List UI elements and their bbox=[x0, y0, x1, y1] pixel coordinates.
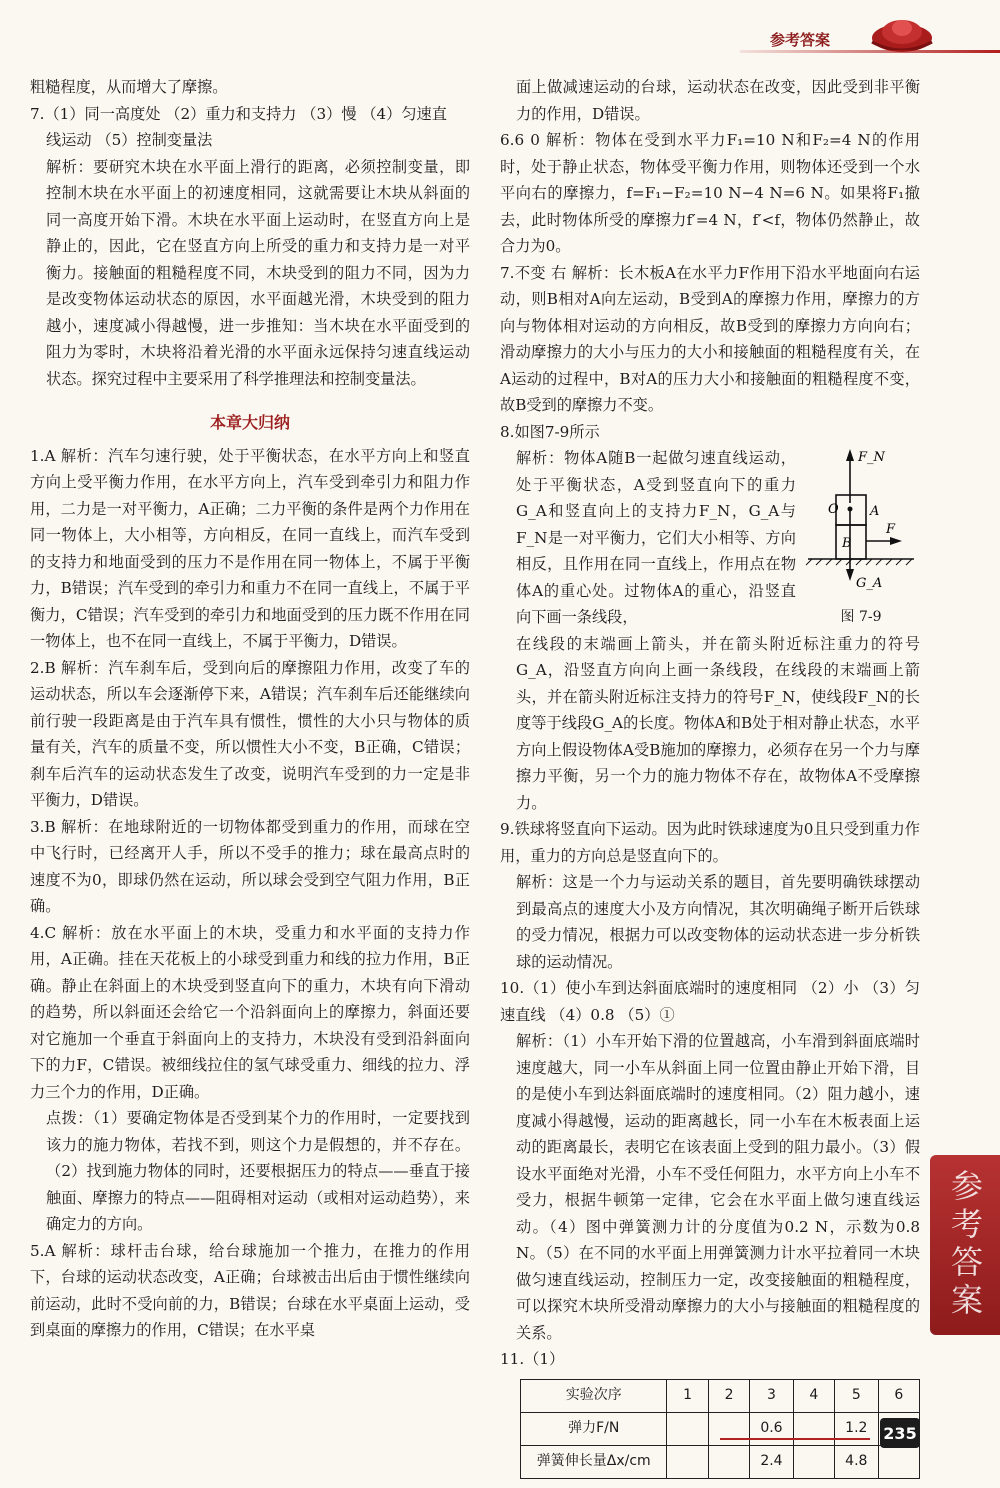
page-number: 235 bbox=[880, 1418, 920, 1448]
figure-caption: 图 7-9 bbox=[840, 608, 882, 625]
answer-7-part-b: 线运动 （5）控制变量法 bbox=[46, 131, 213, 149]
section-title: 本章大归纳 bbox=[209, 413, 290, 432]
answer-10: 10.（1）使小车到达斜面底端时的速度相同 （2）小 （3）匀速直线 （4）0.8 （5）① bbox=[500, 979, 920, 1024]
answer-8-figure-block bbox=[500, 445, 920, 631]
footer-rule bbox=[720, 1438, 870, 1440]
table-cell: 5 bbox=[835, 1379, 878, 1412]
fig-label-ga: G_A bbox=[856, 576, 883, 591]
answer-5: 5.A 解析：球杆击台球，给台球施加一个推力，在推力的作用下，台球的运动状态改变，A正确；台球被击出后由于惯性继续向前运动，此时不受向前的力，B错误；台球在水平桌面上运动，受到桌面的摩擦力的作用，C错误；在水平桌 bbox=[30, 1241, 470, 1339]
table-cell: 弹簧伸长量Δx/cm bbox=[521, 1445, 667, 1478]
answer-2: 2.B 解析：汽车刹车后，受到向后的摩擦阻力作用，改变了车的运动状态，所以车会逐渐停下来，A错误；汽车刹车后还能继续向前行驶一段距离是由于汽车具有惯性，惯性的大小只与物体的质量有关，汽车的质量不变，所以惯性大小不变，B正确，C错误；刹车后汽车的运动状态发生了改变，说明汽车受到的力一定是非平衡力，D错误。 bbox=[30, 658, 470, 809]
answer-4: 4.C 解析：放在水平面上的木块，受重力和水平面的支持力作用，A正确。挂在天花板上的小球受到重力和线的拉力作用，B正确。静止在斜面上的木块受到竖直向下的重力，木块有向下滑动的趋势，所以斜面还会给它一个沿斜面向上的摩擦力，斜面还要对它施加一个垂直于斜面向上的支持力，木块没有受到沿斜面向下的力F，C错误。被细线拉住的氢气球受重力、细线的拉力、浮力三个力的作用，D正确。 bbox=[30, 923, 470, 1101]
answer-1: 1.A 解析：汽车匀速行驶，处于平衡状态，在水平方向上和竖直方向上受平衡力作用，在水平方向上，汽车受到牵引力和阻力作用，二力是一对平衡力，A正确；二力平衡的条件是两个力作用在同一物体上，大小相等，方向相反，在同一直线上，而汽车受到的支持力和地面受到的压力不是作用在同一物体上，不属于平衡力，B错误；汽车受到的牵引力和重力不在同一直线上，不属于平衡力，C错误；汽车受到的牵引力和地面受到的压力既不作用在同一物体上，也不在同一直线上，不属于平衡力，D错误。 bbox=[30, 446, 470, 650]
table-cell bbox=[667, 1445, 708, 1478]
answer-5-continued: 面上做减速运动的台球，运动状态在改变，因此受到非平衡力的作用，D错误。 bbox=[516, 78, 920, 123]
answer-10-analysis: 解析：（1）小车开始下滑的位置越高，小车滑到斜面底端时速度越大，同一小车从斜面上同一位置由静止开始下滑，目的是使小车到达斜面底端时的速度相同。（2）阻力越小，速度减小得越慢，运动的距离越长，同一小车在木板表面上运动的距离最长，表明它在该表面上受到的阻力最小。（3）假设水平面绝对光滑，小车不受任何阻力，水平方向上小车不受力，根据牛顿第一定律，它会在水平面上做匀速直线运动。（4）图中弹簧测力计的分度值为0.2 N，示数为0.8 N。（5）在不同的水平面上用弹簧测力计水平拉着同一木块做匀速直线运动，控制压力一定，改变接触面的粗糙程度，可以探究木块所受滑动摩擦力的大小与接触面的粗糙程度的关系。 bbox=[516, 1032, 920, 1342]
table-row bbox=[521, 1379, 920, 1412]
experiment-table bbox=[520, 1379, 920, 1479]
answer-8-analysis-a: 解析：物体A随B一起做匀速直线运动，处于平衡状态，A受到竖直向下的重力G_A和竖直向上的支持力F_N，G_A与F_N是一对平衡力，它们大小相等、方向相反，且作用在同一直线上，作用点在物体A的重心处。过物体A的重心，沿竖直向下画一条线段， bbox=[516, 449, 796, 626]
flower-emblem-icon bbox=[862, 8, 942, 56]
answer-4-tip: 点拨：（1）要确定物体是否受到某个力的作用时，一定要找到该力的施力物体，若找不到，则这个力是假想的，并不存在。（2）找到施力物体的同时，还要根据压力的特点——垂直于接触面、摩擦力的特点——阻碍相对运动（或相对运动趋势），来确定力的方向。 bbox=[46, 1109, 470, 1233]
force-diagram bbox=[802, 445, 920, 595]
table-cell: 实验次序 bbox=[521, 1379, 667, 1412]
table-cell: 2.4 bbox=[750, 1445, 793, 1478]
left-line-1: 粗糙程度，从而增大了摩擦。 bbox=[30, 78, 228, 96]
answer-9-analysis: 解析：这是一个力与运动关系的题目，首先要明确铁球摆动到最高点的速度大小及方向情况，其次明确绳子断开后铁球的受力情况，根据力可以改变物体的运动状态进一步分析铁球的运动情况。 bbox=[516, 873, 920, 971]
left-column bbox=[30, 74, 470, 1344]
table-cell bbox=[667, 1412, 708, 1445]
fig-label-f: F bbox=[886, 522, 896, 537]
header-rule bbox=[740, 50, 1000, 53]
table-cell: 3 bbox=[750, 1379, 793, 1412]
table-cell: 1 bbox=[667, 1379, 708, 1412]
table-cell: 4 bbox=[793, 1379, 834, 1412]
answer-3: 3.B 解析：在地球附近的一切物体都受到重力的作用，而球在空中飞行时，已经离开人手，所以不受手的推力；球在最高点时的速度不为0，即球仍然在运动，所以球会受到空气阻力作用，B正确。 bbox=[30, 817, 470, 915]
table-cell: 1.2 bbox=[835, 1412, 878, 1445]
side-tab bbox=[930, 1155, 1000, 1335]
answer-7-analysis: 解析：要研究木块在水平面上滑行的距离，必须控制变量，即控制木块在水平面上的初速度相同，这就需要让木块从斜面的同一高度开始下滑。木块在水平面上运动时，在竖直方向上是静止的，因此，它在竖直方向上所受的重力和支持力是一对平衡力。接触面的粗糙程度不同，木块受到的阻力不同，因为力是改变物体运动状态的原因，水平面越光滑，木块受到的阻力越小，速度减小得越慢，进一步推知：当木块在水平面受到的阻力为零时，木块将沿着光滑的水平面永远保持匀速直线运动状态。探究过程中主要采用了科学推理法和控制变量法。 bbox=[46, 157, 470, 388]
right-column bbox=[500, 74, 920, 1479]
fig-label-b: B bbox=[842, 536, 852, 551]
answer-6: 6.6 0 解析：物体在受到水平力F₁=10 N和F₂=4 N的作用时，处于静止状态，物体受平衡力作用，则物体还受到一个水平向右的摩擦力，f=F₁−F₂=10 N−4 N=6 N。如果将F₁撤去，此时物体所受的摩擦力f′=4 N，f′<f，物体仍然静止，故合力为0。 bbox=[500, 131, 920, 255]
fig-label-fn: F_N bbox=[858, 450, 885, 465]
table-cell: 弹力F/N bbox=[521, 1412, 667, 1445]
answer-9: 9.铁球将竖直向下运动。因为此时铁球速度为0且只受到重力作用，重力的方向总是竖直向下的。 bbox=[500, 820, 920, 865]
table-cell bbox=[793, 1412, 834, 1445]
table-cell bbox=[878, 1445, 919, 1478]
table-cell: 0.6 bbox=[750, 1412, 793, 1445]
table-cell: 2 bbox=[708, 1379, 749, 1412]
table-cell bbox=[708, 1445, 749, 1478]
answer-7-part-a: 7.（1）同一高度处 （2）重力和支持力 （3）慢 （4）匀速直 bbox=[30, 104, 447, 123]
answer-8-heading: 8.如图7-9所示 bbox=[500, 422, 600, 441]
table-cell: 4.8 bbox=[835, 1445, 878, 1478]
header-label: 参考答案 bbox=[770, 30, 831, 49]
side-tab-label: 参考答案 bbox=[946, 1169, 984, 1321]
fig-label-o: O bbox=[828, 502, 839, 517]
figure-7-9 bbox=[802, 445, 920, 625]
answer-8-analysis-b: 在线段的末端画上箭头，并在箭头附近标注重力的符号G_A，沿竖直方向向上画一条线段，在线段的末端画上箭头，并在箭头附近标注支持力的符号F_N，使线段F_N的长度等于线段G_A的长度。物体A和B处于相对静止状态，水平方向上假设物体A受B施加的摩擦力，必须存在另一个力与摩擦力平衡，另一个力的施力物体不存在，故物体A不受摩擦力。 bbox=[516, 634, 920, 812]
answer-11: 11.（1） bbox=[500, 1350, 565, 1368]
fig-label-a: A bbox=[870, 504, 880, 519]
table-cell bbox=[793, 1445, 834, 1478]
table-cell: 6 bbox=[878, 1379, 919, 1412]
answer-7: 7.不变 右 解析：长木板A在水平力F作用下沿水平地面向右运动，则B相对A向左运动，B受到A的摩擦力作用，摩擦力的方向与物体相对运动的方向相反，故B受到的摩擦力方向向右；滑动摩擦力的大小与压力的大小和接触面的粗糙程度有关，在A运动的过程中，B对A的压力大小和接触面的粗糙程度不变，故B受到的摩擦力不变。 bbox=[500, 263, 920, 414]
table-row bbox=[521, 1412, 920, 1445]
table-row bbox=[521, 1445, 920, 1478]
table-cell bbox=[708, 1412, 749, 1445]
